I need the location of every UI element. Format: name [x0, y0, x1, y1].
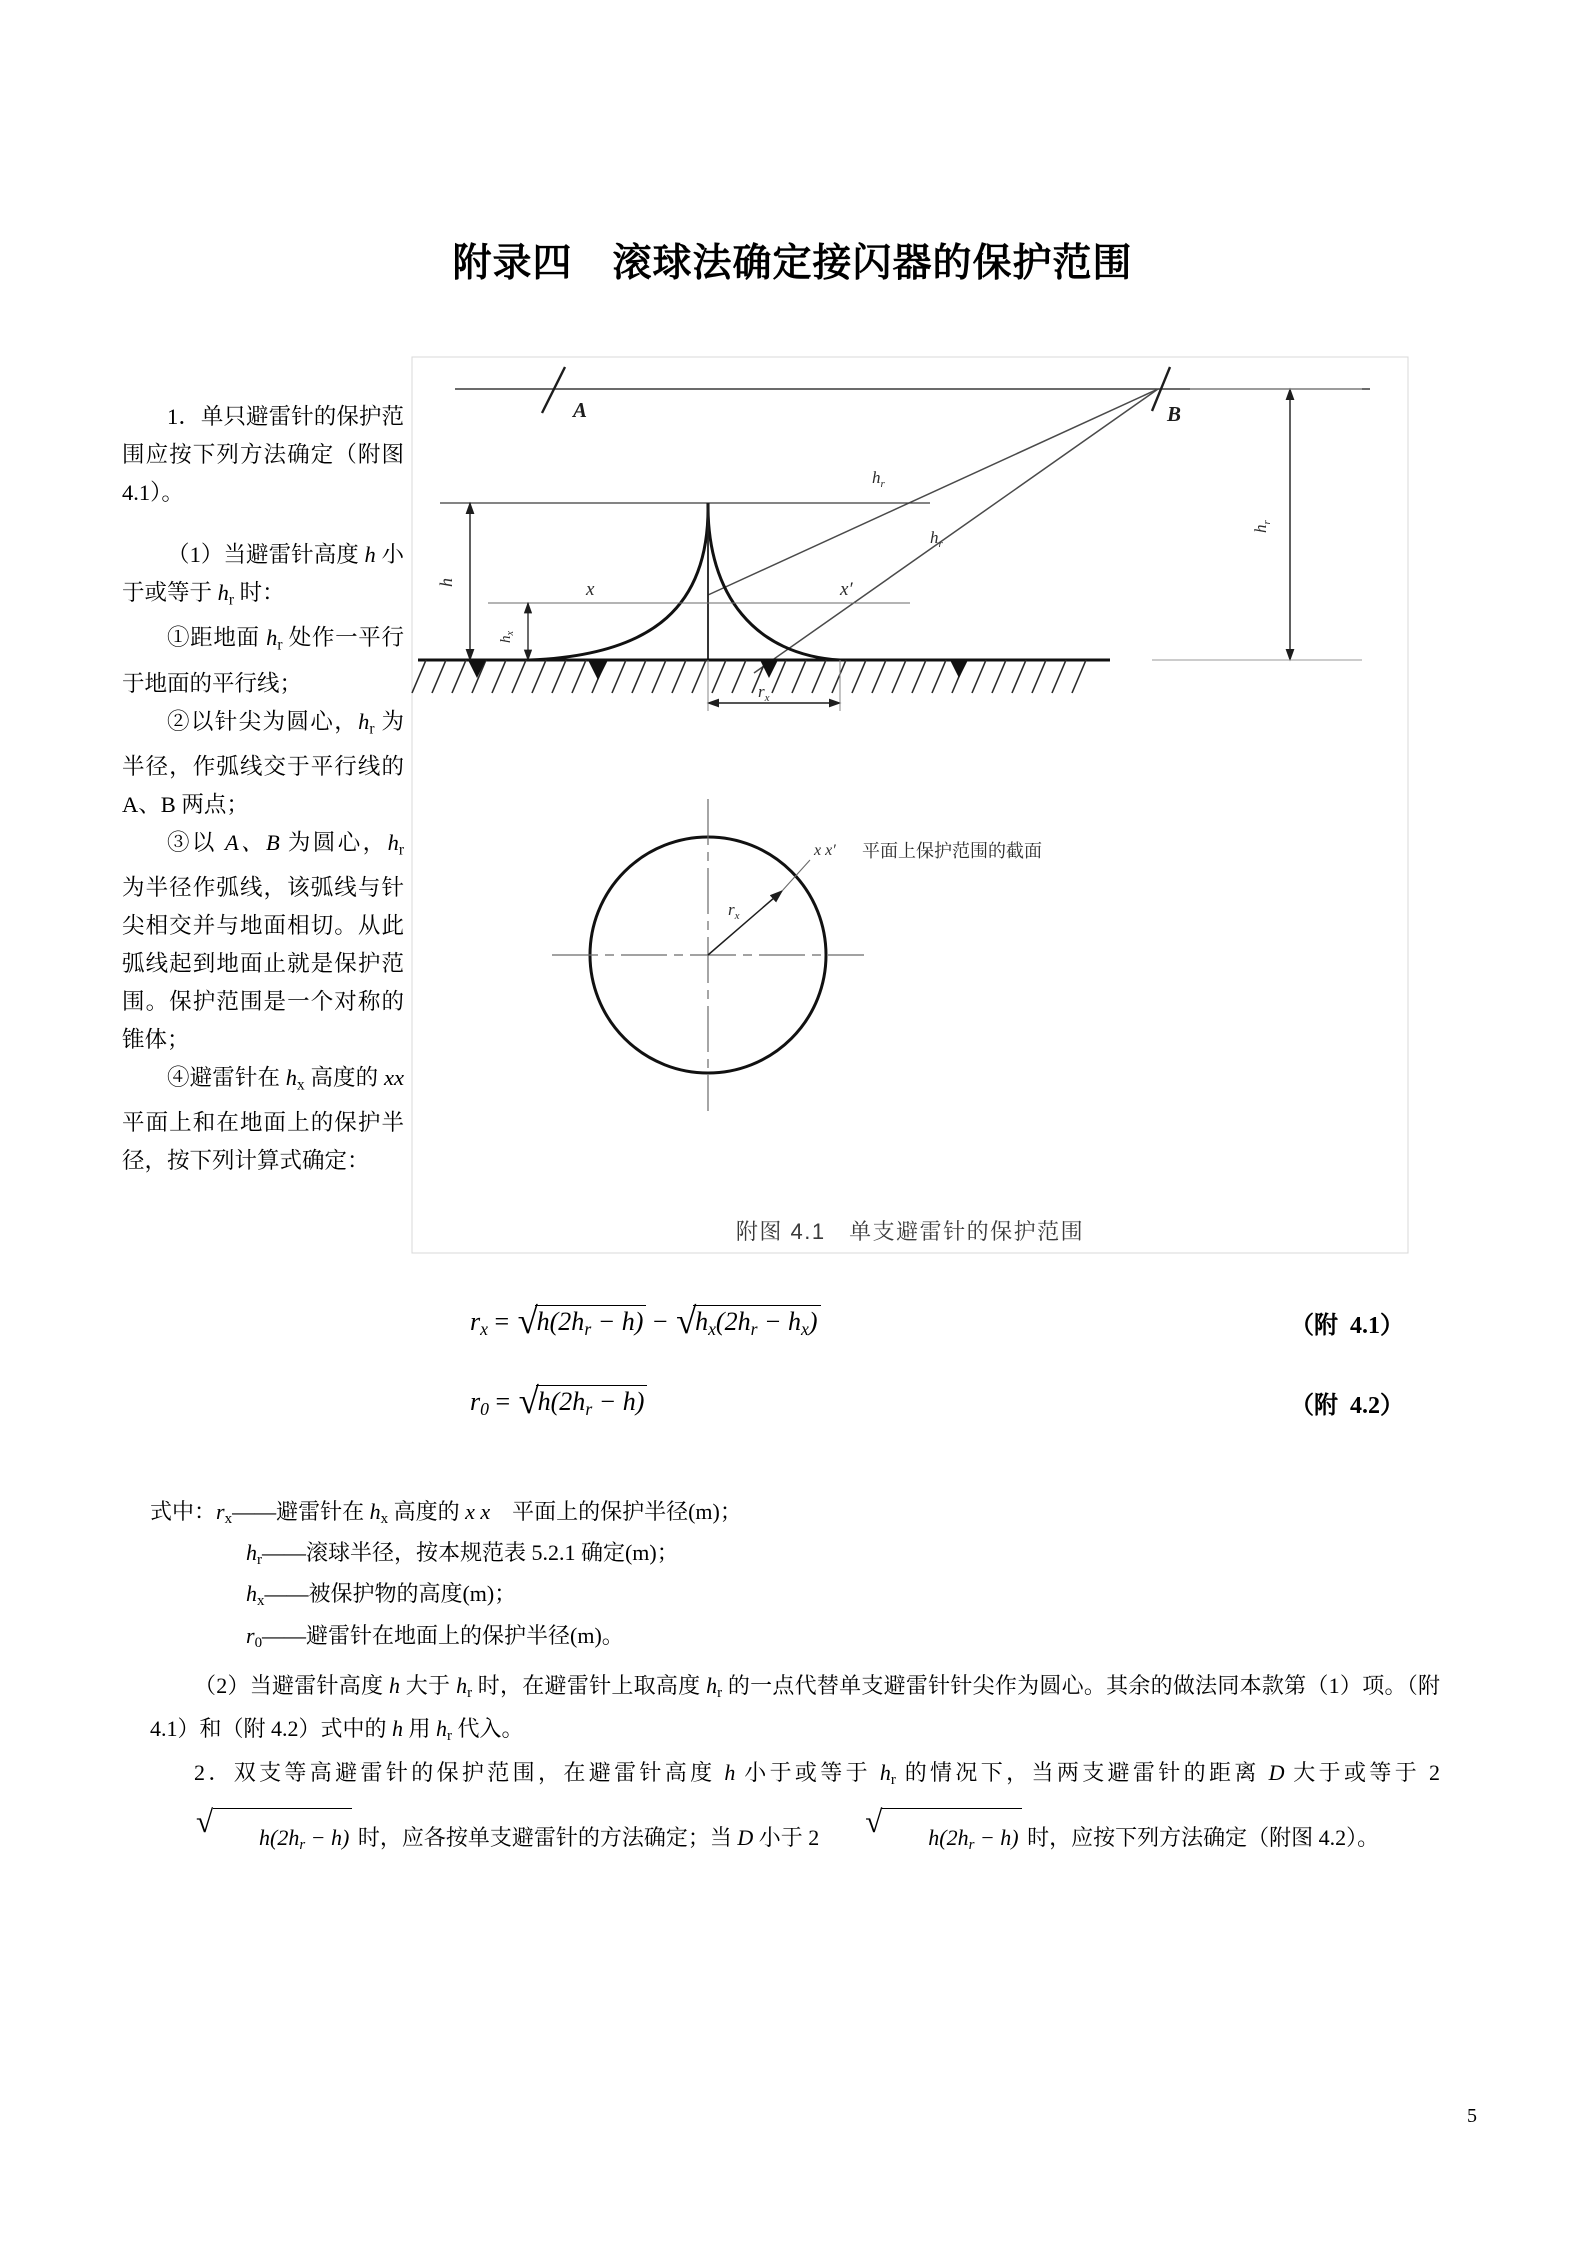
rx-ground-sub: x [764, 692, 770, 704]
p3-b: 小于或等于 [735, 1760, 880, 1785]
eq1-t2-sub3: x [801, 1318, 809, 1339]
p2-hr: h [456, 1673, 468, 1698]
def2-sub: x [257, 1593, 265, 1610]
p2-hr-sub: r [467, 1685, 473, 1702]
radical-icon: √ [517, 1300, 538, 1341]
p3-d: 大于或等于 2 [1284, 1760, 1440, 1785]
defs-lead: 式中： [150, 1499, 217, 1524]
equation-4-2 [470, 1380, 647, 1421]
eq2-t1-tail: − h) [592, 1387, 645, 1416]
p3-hr: h [879, 1760, 891, 1785]
item4-xx: xx [384, 1065, 404, 1091]
eq2-t1: h(2h [537, 1387, 586, 1416]
p3-c: 的情况下，当两支避雷针的距离 [895, 1760, 1269, 1785]
para2-mid: 小于或等于 [122, 542, 404, 605]
svg-text:x′ [839, 579, 853, 600]
symbol-definitions [150, 1495, 1450, 1660]
figure-label-a: A [573, 398, 588, 422]
rx-ground-sym: r [758, 682, 765, 701]
p3-g: 时，应按下列方法确定（附图 4.2）。 [1021, 1825, 1380, 1851]
hr-upper-sym: h [872, 468, 881, 487]
p2-d: 的一点代替单支避雷针针尖作为圆心。其余的做法同本款第（1）项。（附 4.1）和（附 4.2）式中的 [150, 1673, 1440, 1742]
eq2-t1-sub: r [585, 1398, 593, 1419]
item2-var: h [358, 708, 370, 734]
p3-s1: h(2h [259, 1825, 300, 1851]
p2-e: 用 [403, 1716, 437, 1742]
para2-post: 时： [234, 580, 285, 605]
p3-f: 小于 2 [753, 1825, 820, 1851]
def1-sub: r [257, 1552, 262, 1569]
def3-sub: 0 [254, 1634, 263, 1651]
p3-D: D [1268, 1760, 1285, 1785]
var-h: h [364, 542, 376, 567]
figure-4-1 [410, 355, 1410, 1255]
paragraph-2 [122, 536, 404, 619]
figure-4-1-drawing [410, 355, 1410, 1255]
p2-a: （2）当避雷针高度 [194, 1673, 390, 1698]
def2-sym: h [246, 1581, 257, 1607]
rx-circle-sub: x [734, 910, 740, 922]
def0-var2: x x [465, 1499, 491, 1524]
figure-note-text: 平面上保护范围的截面 [862, 841, 1042, 861]
figure-label-x-left: x [586, 579, 595, 600]
p2-h: h [389, 1673, 401, 1698]
p3-s2-sub: r [968, 1837, 975, 1854]
definition-row [150, 1536, 1450, 1577]
hx-sym: h [498, 635, 514, 643]
p3-s1-tail: − h) [305, 1825, 350, 1851]
p2-hr2-sub: r [717, 1685, 723, 1702]
hr-upper-sub: r [880, 478, 885, 490]
eq1-t2-sub2: r [750, 1318, 758, 1339]
def0-mid: 高度的 [388, 1499, 466, 1524]
p3-a: 2．双支等高避雷针的保护范围，在避雷针高度 [194, 1760, 725, 1785]
p3-s1-sub: r [299, 1837, 306, 1854]
figure-label-x-right [839, 579, 853, 600]
item-4 [122, 1059, 404, 1180]
para2-pre: （1）当避雷针高度 [167, 542, 365, 567]
x-right-sym: x [840, 579, 849, 600]
x-right-prime: ′ [848, 579, 853, 600]
figure-caption: 附图 4.1 单支避雷针的保护范围 [735, 1219, 1085, 1244]
item3-mid: 为圆心， [279, 829, 388, 855]
p2-c: 时，在避雷针上取高度 [472, 1673, 707, 1698]
eq1-sqrt-2 [676, 1300, 820, 1341]
def1-pre: ——滚球半径，按本规范表 5.2.1 确定(m)； [261, 1540, 679, 1566]
def3-sym: r [246, 1622, 255, 1648]
equation-4-1-tag: （附 4.1） [1290, 1313, 1404, 1339]
item1-var: h [266, 625, 278, 651]
eq2-equals: = [495, 1387, 511, 1416]
rx-circle-sym: r [728, 900, 735, 919]
hr-right-sym: h [1251, 524, 1270, 533]
p2-f: 代入。 [452, 1716, 524, 1742]
def0-sym: r [216, 1499, 225, 1524]
figure-note-xx: x x′ [814, 842, 836, 859]
item-3 [122, 824, 404, 1059]
p3-h: h [724, 1760, 736, 1785]
eq1-t2-end: ) [808, 1307, 818, 1336]
radical-icon: √ [196, 1804, 214, 1840]
figure-label-b: B [1167, 402, 1182, 426]
equation-4-1 [470, 1300, 821, 1341]
paragraph-1: 1．单只避雷针的保护范围应按下列方法确定（附图 4.1）。 [122, 404, 404, 505]
p3-D2: D [737, 1825, 754, 1851]
item1-post: 处作一平行于地面的平行线； [122, 625, 404, 696]
eq1-t2: h [695, 1307, 709, 1336]
radical-icon: √ [676, 1300, 697, 1341]
eq1-lhs-sub: x [480, 1318, 488, 1339]
bottom-paragraph-2 [150, 1668, 1440, 1754]
var-hr-sub: r [228, 591, 234, 609]
def0-var1: h [369, 1499, 381, 1524]
p3-e: 时，应各按单支避雷针的方法确定；当 [352, 1825, 738, 1851]
item4-mid: 高度的 [304, 1065, 385, 1091]
p3-hr-sub: r [890, 1772, 896, 1789]
item3-var: h [387, 829, 399, 855]
def0-post: 平面上的保护半径(m)； [490, 1499, 742, 1524]
def1-sym: h [246, 1540, 257, 1566]
item1-var-sub: r [277, 636, 283, 654]
page-title: 附录四 滚球法确定接闪器的保护范围 [452, 242, 1133, 285]
eq1-t2-tail: − h [757, 1307, 802, 1336]
def2-pre: ——被保护物的高度(m)； [264, 1581, 517, 1607]
eq1-t1-sub: r [584, 1318, 592, 1339]
eq2-lhs-sub: 0 [480, 1398, 489, 1419]
p2-hr2: h [706, 1673, 718, 1698]
item3-ab: A、B [224, 829, 280, 855]
hr-lower-sym: h [930, 528, 939, 547]
def0-sub: x [224, 1511, 233, 1528]
item-1 [122, 619, 404, 702]
hx-sub: x [505, 631, 516, 636]
equation-4-2-tag: （附 4.2） [1290, 1393, 1404, 1419]
item4-post: 平面上和在地面上的保护半径，按下列计算式确定： [122, 1110, 404, 1174]
def0-var1-sub: x [380, 1511, 389, 1528]
item4-var: h [285, 1065, 298, 1091]
eq1-t1: h(2h [536, 1307, 585, 1336]
hr-lower-sub: r [938, 538, 943, 550]
eq2-lhs: r [470, 1387, 481, 1416]
eq1-sqrt-1 [517, 1300, 647, 1341]
bottom-paragraph-3 [150, 1745, 1440, 1873]
radical-icon: √ [865, 1804, 883, 1840]
eq2-sqrt-1 [518, 1380, 648, 1421]
item2-var-sub: r [369, 719, 375, 737]
item4-var-sub: x [297, 1076, 305, 1094]
definition-row [150, 1495, 1450, 1536]
def0-pre: ——避雷针在 [232, 1499, 370, 1524]
eq1-minus: − [652, 1307, 668, 1336]
item3-var-sub: r [398, 841, 404, 859]
p2-hr3: h [436, 1716, 448, 1742]
var-hr: h [217, 580, 229, 605]
figure-label-h: h [436, 578, 456, 587]
item4-pre: ④避雷针在 [167, 1065, 286, 1091]
item3-pre: ③以 [167, 829, 225, 855]
hr-right-sub: r [1261, 520, 1273, 525]
def3-pre: ——避雷针在地面上的保护半径(m)。 [262, 1622, 624, 1648]
left-text-column [122, 398, 404, 1180]
eq1-t2-sub: x [708, 1318, 716, 1339]
p3-s2-tail: − h) [974, 1825, 1019, 1851]
p3-sqrt-2 [821, 1804, 1021, 1873]
item-2 [122, 703, 404, 824]
item3-post: 为半径作弧线，该弧线与针尖相交并与地面相切。从此弧线起到地面止就是保护范围。保护范围是一个对称的锥体； [122, 875, 404, 1053]
item1-pre: ①距地面 [167, 625, 267, 651]
p3-sqrt-1 [152, 1804, 352, 1873]
p2-hr3-sub: r [447, 1728, 453, 1745]
eq1-lhs: r [470, 1307, 481, 1336]
eq1-t2-mid: (2h [715, 1307, 751, 1336]
p3-s2: h(2h [928, 1825, 969, 1851]
p2-b: 大于 [400, 1673, 457, 1698]
page-number: 5 [1467, 2105, 1477, 2127]
item2-post: 为半径，作弧线交于平行线的 A、B 两点； [122, 708, 404, 817]
eq1-t1-tail: − h) [591, 1307, 644, 1336]
radical-icon: √ [518, 1380, 539, 1421]
definition-row [150, 1577, 1450, 1618]
eq1-equals: = [494, 1307, 510, 1336]
item2-pre: ②以针尖为圆心， [167, 708, 359, 734]
definition-row [150, 1619, 1450, 1660]
p2-h2: h [392, 1716, 404, 1742]
